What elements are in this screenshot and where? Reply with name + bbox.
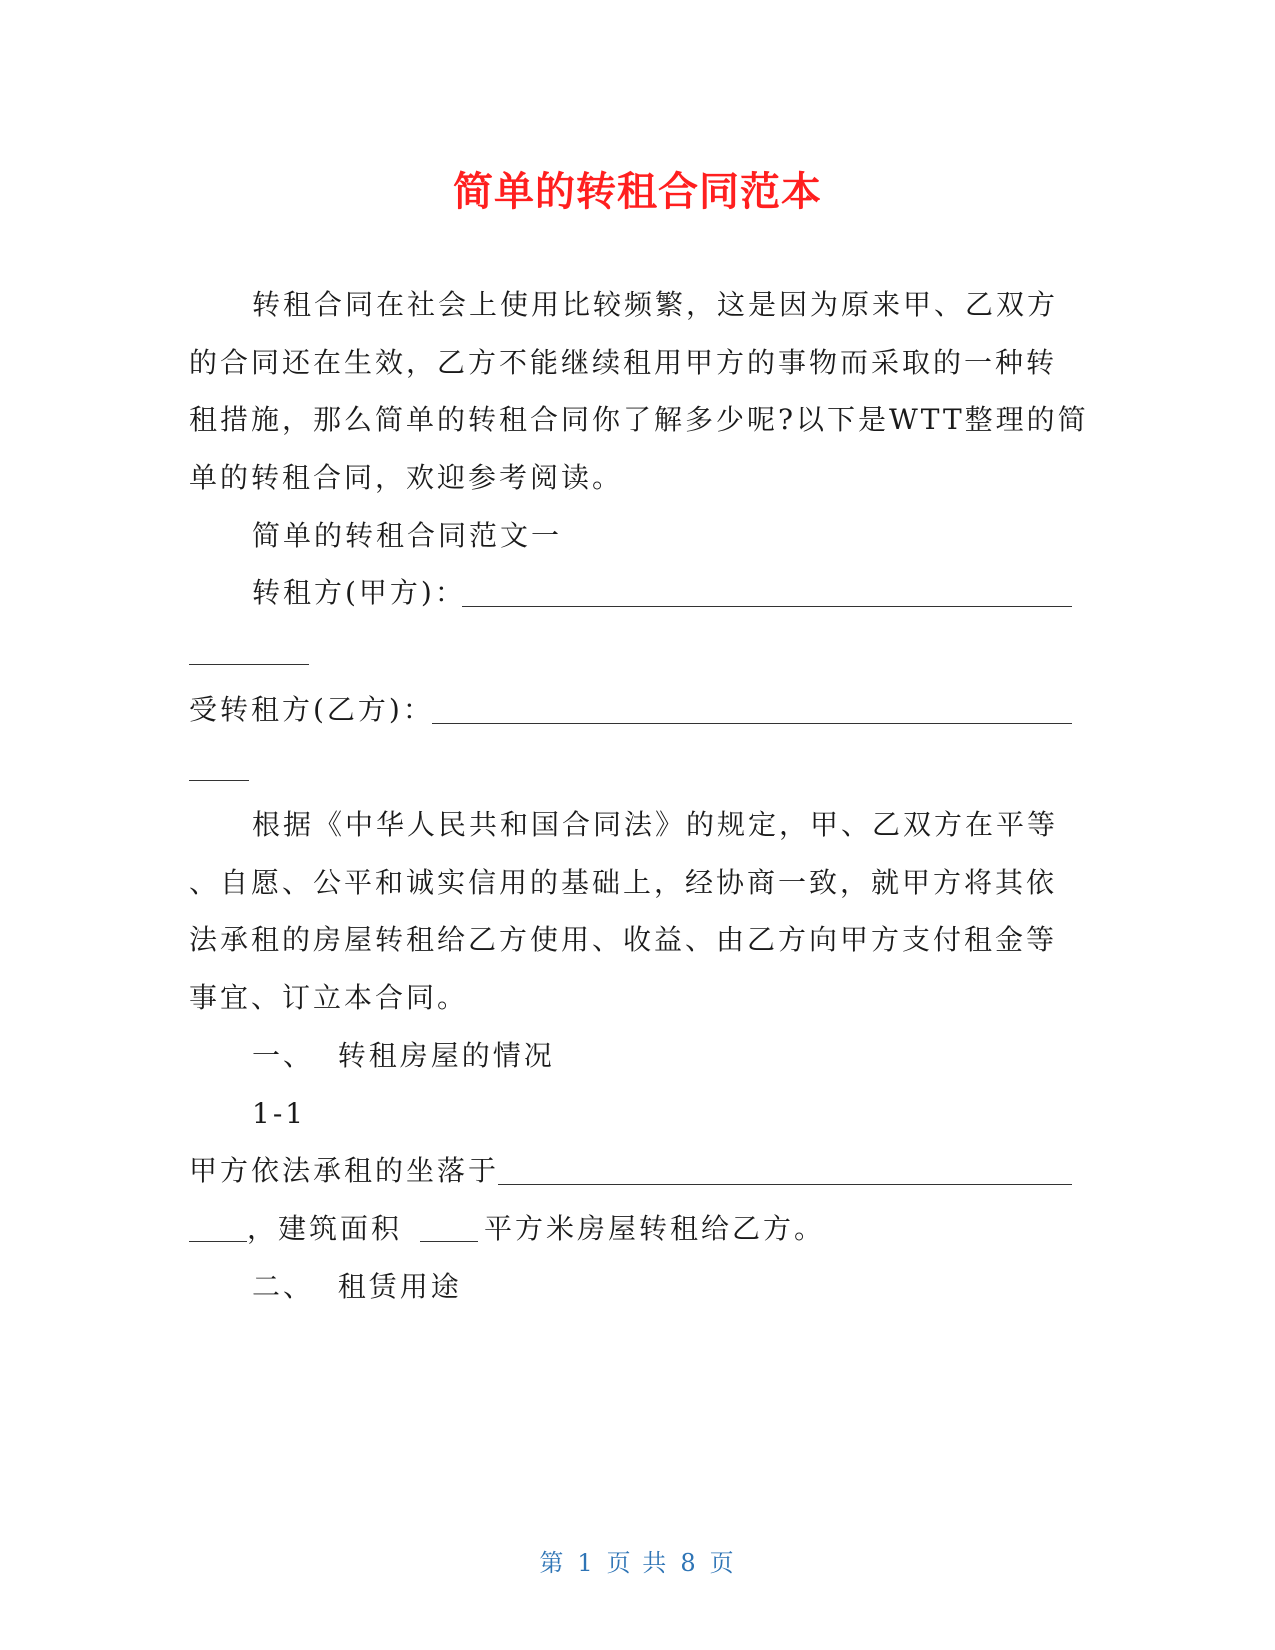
footer-suffix: 页 [709,1549,736,1577]
preamble-line: 根据《中华人民共和国合同法》的规定，甲、乙双方在平等 [252,808,1059,841]
intro-line: 的合同还在生效，乙方不能继续租用甲方的事物而采取的一种转 [189,346,1058,379]
preamble-line: 、自愿、公平和诚实信用的基础上，经协商一致，就甲方将其依 [189,866,1058,899]
party-b-blank [432,723,1072,724]
area-label: ，建筑面积 [247,1212,403,1245]
party-a-blank [462,606,1072,607]
intro-line: 租措施，那么简单的转租合同你了解多少呢?以下是WTT整理的简 [189,403,1089,436]
address-blank-cont [189,1241,247,1242]
sample-heading: 简单的转租合同范文一 [252,519,563,552]
area-blank [420,1241,478,1242]
area-suffix: 平方米房屋转租给乙方。 [484,1212,826,1245]
section-1-heading: 一、 转租房屋的情况 [252,1039,555,1072]
footer-prefix: 第 [539,1549,566,1577]
page-footer [0,1543,1275,1578]
address-blank [498,1184,1072,1185]
intro-line: 转租合同在社会上使用比较频繁，这是因为原来甲、乙双方 [252,288,1059,321]
clause-1-1-number: 1-1 [252,1097,307,1130]
document-title: 简单的转租合同范本 [453,169,822,215]
intro-line: 单的转租合同，欢迎参考阅读。 [189,461,624,494]
footer-total-pages: 8 [680,1549,698,1577]
party-a-label: 转租方(甲方)： [252,576,466,609]
section-2-heading: 二、 租赁用途 [252,1270,462,1303]
preamble-line: 事宜、订立本合同。 [189,981,469,1014]
party-b-blank-cont [189,780,249,781]
preamble-line: 法承租的房屋转租给乙方使用、收益、由乙方向甲方支付租金等 [189,923,1058,956]
party-a-blank-cont [189,664,309,665]
party-b-label: 受转租方(乙方)： [189,693,434,726]
footer-mid: 页 共 [606,1549,669,1577]
footer-page-number: 1 [577,1549,595,1577]
clause-1-1-text: 甲方依法承租的坐落于 [189,1154,500,1187]
